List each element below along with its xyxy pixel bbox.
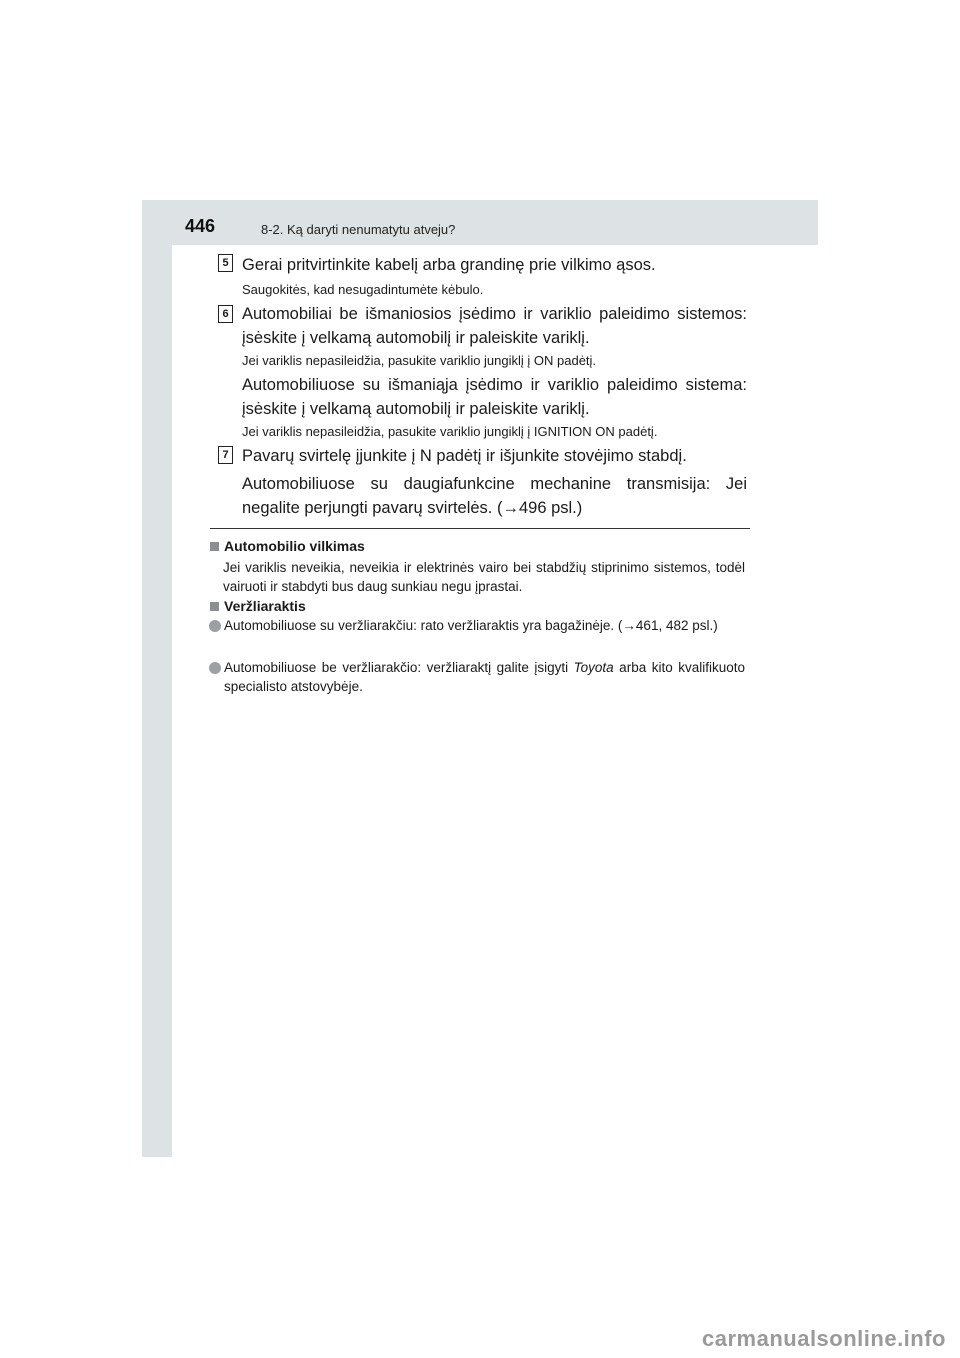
step-5-instruction: Gerai pritvirtinkite kabelį arba grandinę prie vilkimo ąsos. <box>242 256 656 274</box>
square-bullet-icon <box>210 542 219 551</box>
divider <box>210 528 750 529</box>
step-6-instruction: Automobiliai be išmaniosios įsėdimo ir variklio paleidimo sistemos: įsėskite į velkamą automobilį ir paleiskite variklį. <box>242 305 747 347</box>
circle-bullet-icon <box>209 662 221 674</box>
subhead-towing <box>210 538 365 554</box>
header-band <box>142 200 818 245</box>
step-7-instruction-alt: Automobiliuose su daugiafunkcine mechanine transmisija: Jei negalite perjungti pavarų svirtelės. (→496 psl.) <box>242 475 747 517</box>
subhead-wrench-label: Veržliaraktis <box>224 598 306 614</box>
towing-text: Jei variklis neveikia, neveikia ir elektrinės vairo bei stabdžių stiprinimo sistemos, todėl vairuoti ir stabdyti bus daug sunkiau negu įprastai. <box>223 560 745 594</box>
circle-bullet-icon <box>209 620 221 632</box>
step-badge-5: 5 <box>218 254 233 272</box>
step-6-instruction-alt: Automobiliuose su išmaniąja įsėdimo ir variklio paleidimo sistema: įsėskite į velkamą automobilį ir paleiskite variklį. <box>242 376 747 418</box>
step-7-instruction: Pavarų svirtelę įjunkite į N padėtį ir išjunkite stovėjimo stabdį. <box>242 447 687 465</box>
footer-brand: carmanualsonline.info <box>702 1326 946 1351</box>
step-6-note-alt: Jei variklis nepasileidžia, pasukite variklio jungiklį į IGNITION ON padėtį. <box>242 424 658 439</box>
wrench-bullet-2: Automobiliuose be veržliarakčio: veržliaraktį galite įsigyti Toyota arba kito kvalifikuoto specialisto atstovybėje. <box>224 660 745 694</box>
step-badge-7: 7 <box>218 446 233 464</box>
subhead-towing-label: Automobilio vilkimas <box>224 538 365 554</box>
section-title: 8-2. Ką daryti nenumatytu atveju? <box>261 222 456 237</box>
step-5-note: Saugokitės, kad nesugadintumėte kėbulo. <box>242 282 484 297</box>
square-bullet-icon <box>210 602 219 611</box>
page-number: 446 <box>185 216 216 236</box>
side-band <box>142 200 172 1157</box>
step-6-note: Jei variklis nepasileidžia, pasukite variklio jungiklį į ON padėtį. <box>242 353 597 368</box>
wrench-bullet-1: Automobiliuose su veržliarakčiu: rato veržliaraktis yra bagažinėje. (→461, 482 psl.) <box>224 618 718 633</box>
step-badge-6: 6 <box>218 305 233 323</box>
subhead-wrench <box>210 598 306 614</box>
